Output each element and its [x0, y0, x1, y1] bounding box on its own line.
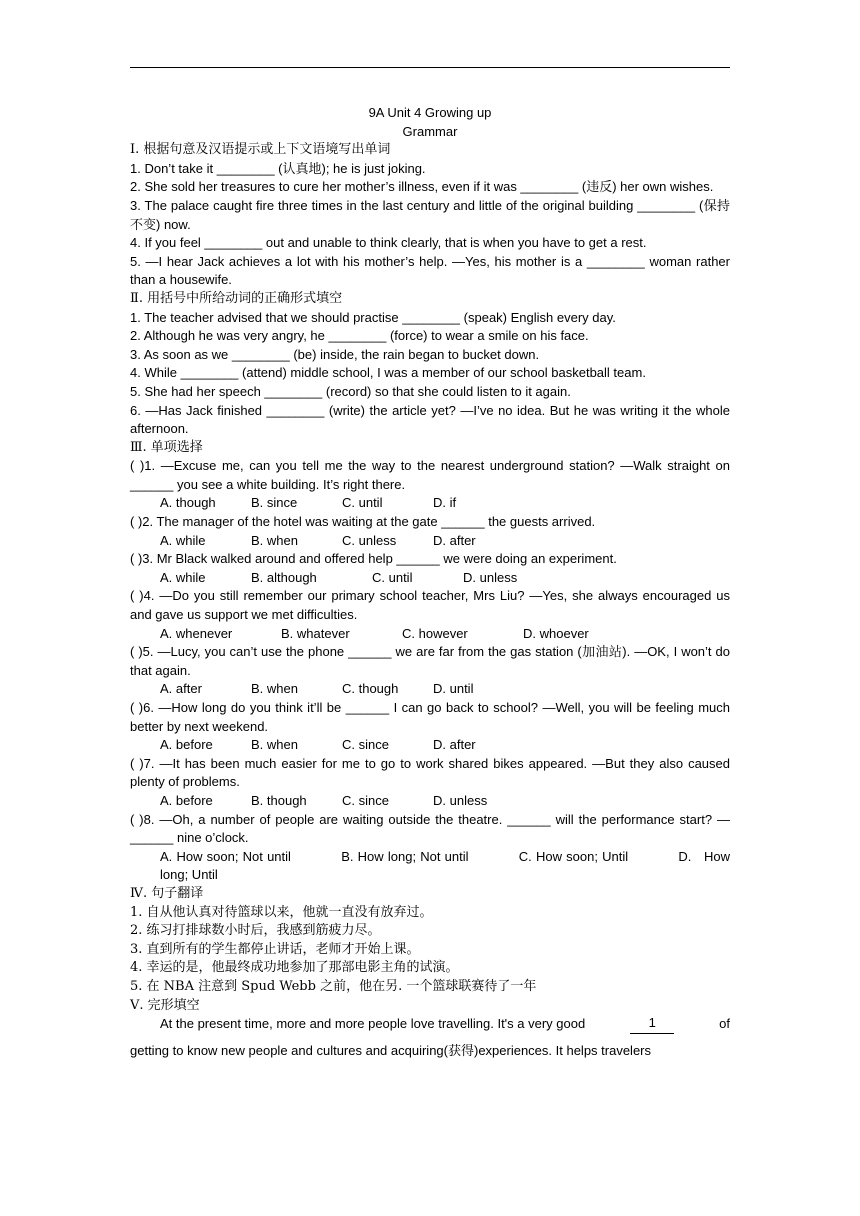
q3-options: [130, 569, 730, 588]
section-5-heading: Ⅴ. 完形填空: [130, 997, 200, 1013]
section-1-heading: Ⅰ. 根据句意及汉语提示或上下文语境写出单词: [130, 142, 391, 158]
s4-item-4: 4. 幸运的是，他最终成功地参加了那部电影主角的试演。: [130, 960, 459, 976]
s2-item-1: 1. The teacher advised that we should practise ________ (speak) English every day.: [130, 309, 616, 325]
section-3-heading: Ⅲ. 单项选择: [130, 439, 203, 455]
q7-options: [130, 792, 730, 811]
q4-option-d: D. whoever: [523, 625, 589, 641]
s2-item-5: 5. She had her speech ________ (record) so that she could listen to it again.: [130, 383, 571, 399]
q7-option-d: D. unless: [433, 792, 488, 808]
q3-option-c: C. until: [372, 569, 413, 585]
q4-stem: ( )4. —Do you still remember our primary school teacher, Mrs Liu? —Yes, she always encouraged us and gave us support we met difficulties.: [130, 588, 730, 623]
cloze-text-start: At the present time, more and more people love travelling. It's a very good: [160, 1016, 586, 1032]
q3-option-d: D. unless: [463, 569, 518, 585]
s4-item-5: 5. 在 NBA 注意到 Spud Webb 之前，他在另. 一个篮球联赛待了一年: [130, 978, 537, 994]
q4-options: [130, 625, 730, 644]
q2-stem: ( )2. The manager of the hotel was waiting at the gate ______ the guests arrived.: [130, 514, 596, 530]
q5-option-c: C. though: [342, 681, 399, 697]
q8-stem: ( )8. —Oh, a number of people are waiting outside the theatre. ______ will the performance start? — ______ nine o’clock.: [130, 811, 730, 846]
s1-item-5: 5. —I hear Jack achieves a lot with his mother’s help. —Yes, his mother is a ________ woman rather than a housewife.: [130, 253, 730, 288]
q2-option-d: D. after: [433, 532, 476, 548]
q5-options: [130, 680, 730, 699]
header-rule: [130, 67, 730, 68]
q4-option-c: C. however: [402, 625, 468, 641]
q4-option-b: B. whatever: [281, 625, 350, 641]
s2-item-3: 3. As soon as we ________ (be) inside, the rain began to bucket down.: [130, 346, 540, 362]
q2-option-b: B. when: [251, 532, 298, 548]
q2-option-a: A. while: [160, 532, 206, 548]
cloze-line-1: [130, 1015, 730, 1034]
section-4-heading: Ⅳ. 句子翻译: [130, 885, 204, 901]
q7-option-b: B. though: [251, 792, 307, 808]
cloze-blank-1: 1: [630, 1015, 674, 1034]
page-subtitle: Grammar: [402, 123, 458, 139]
q3-option-a: A. while: [160, 569, 206, 585]
q1-stem: ( )1. —Excuse me, can you tell me the way to the nearest underground station? —Walk straight on ______ you see a white building. It’s right there.: [130, 458, 730, 492]
q2-option-c: C. unless: [342, 532, 397, 548]
s2-item-6: 6. —Has Jack finished ________ (write) the article yet? —I’ve no idea. But he was writing it the whole afternoon.: [130, 402, 730, 437]
s1-item-3: 3. The palace caught fire three times in the last century and little of the original building ________ (保持不变) now.: [130, 197, 730, 232]
s1-item-2: 2. She sold her treasures to cure her mother’s illness, even if it was ________ (违反) her own wishes.: [130, 179, 714, 195]
cloze-line-2: getting to know new people and cultures and acquiring(获得)experiences. It helps travelers: [130, 1042, 652, 1058]
q1-option-c: C. until: [342, 495, 383, 511]
section-2-heading: Ⅱ. 用括号中所给动词的正确形式填空: [130, 290, 343, 306]
s4-item-3: 3. 直到所有的学生都停止讲话，老师才开始上课。: [130, 941, 420, 957]
q6-option-d: D. after: [433, 737, 476, 753]
cloze-text-after-blank: of: [719, 1016, 730, 1032]
q3-stem: ( )3. Mr Black walked around and offered help ______ we were doing an experiment.: [130, 551, 617, 567]
q2-options: [130, 532, 730, 551]
q1-option-b: B. since: [251, 495, 298, 511]
worksheet: [130, 104, 734, 1060]
s2-item-2: 2. Although he was very angry, he ________ (force) to wear a smile on his face.: [130, 328, 589, 344]
q1-option-a: A. though: [160, 495, 216, 511]
s2-item-4: 4. While ________ (attend) middle school, I was a member of our school basketball team.: [130, 365, 646, 381]
q1-option-d: D. if: [433, 495, 457, 511]
q7-option-c: C. since: [342, 792, 389, 808]
q7-option-a: A. before: [160, 792, 213, 808]
s4-item-2: 2. 练习打排球数小时后，我感到筋疲力尽。: [130, 923, 381, 939]
q8-options: A. How soon; Not until B. How long; Not until C. How soon; Until D. How long; Until: [160, 848, 734, 883]
q3-option-b: B. although: [251, 569, 317, 585]
q6-option-c: C. since: [342, 737, 389, 753]
q6-option-a: A. before: [160, 737, 213, 753]
q5-stem: ( )5. —Lucy, you can’t use the phone ______ we are far from the gas station (加油站). —OK, I won’t do that again.: [130, 644, 730, 678]
q6-options: [130, 736, 730, 755]
q7-stem: ( )7. —It has been much easier for me to go to work shared bikes appeared. —But they also caused plenty of problems.: [130, 755, 730, 790]
q5-option-d: D. until: [433, 681, 474, 697]
s4-item-1: 1. 自从他认真对待篮球以来，他就一直没有放弃过。: [130, 904, 433, 920]
q5-option-b: B. when: [251, 681, 298, 697]
q5-option-a: A. after: [160, 681, 202, 697]
page-title: 9A Unit 4 Growing up: [368, 105, 492, 120]
q4-option-a: A. whenever: [160, 625, 233, 641]
q6-stem: ( )6. —How long do you think it’ll be ______ I can go back to school? —Well, you will be feeling much better by next weekend.: [130, 700, 730, 734]
q6-option-b: B. when: [251, 737, 298, 753]
s1-item-4: 4. If you feel ________ out and unable to think clearly, that is when you have to get a rest.: [130, 235, 647, 251]
s1-item-1: 1. Don’t take it ________ (认真地); he is just joking.: [130, 160, 426, 176]
q1-options: [130, 494, 730, 513]
